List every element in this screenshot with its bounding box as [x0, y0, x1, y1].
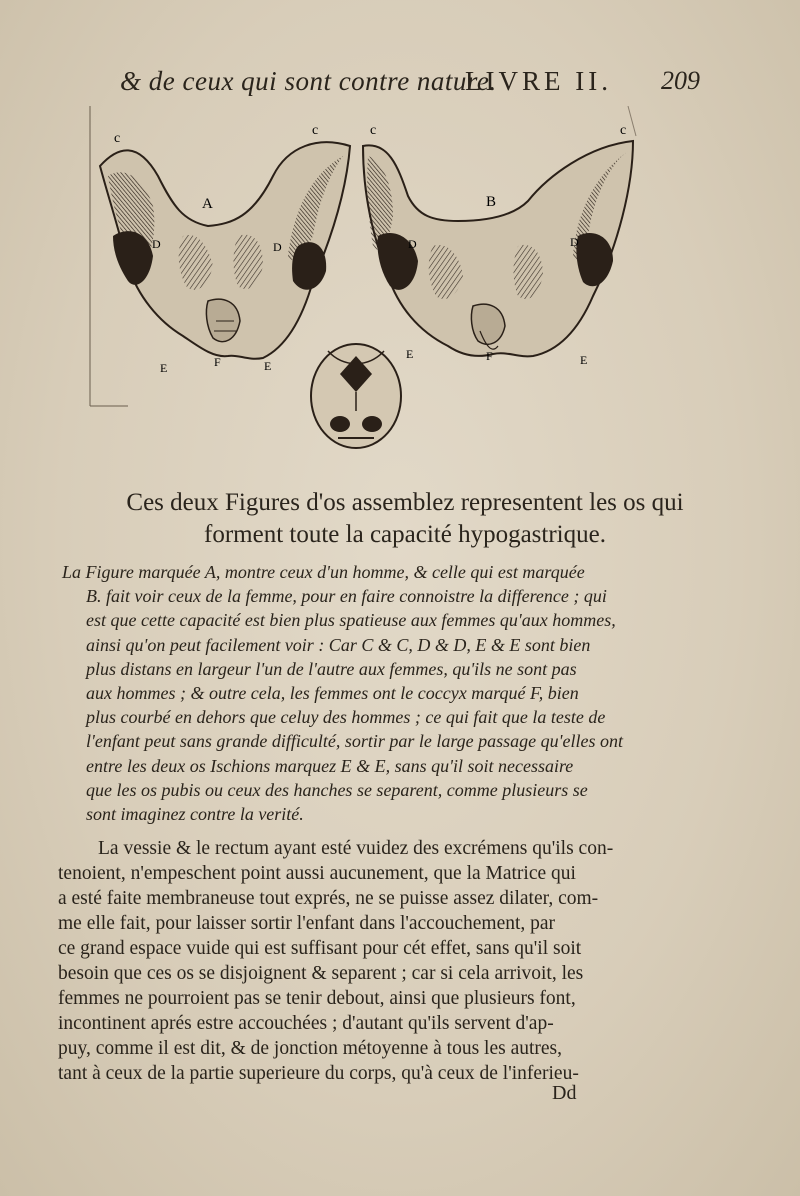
label-e: E — [406, 347, 414, 361]
text-line: ainsi qu'on peut facilement voir : Car C & C, D & D, E & E sont bien — [86, 634, 591, 655]
label-a: A — [202, 196, 213, 212]
plate-caption-line: forment toute la capacité hypogastrique. — [204, 521, 606, 548]
pelvis-engraving — [88, 106, 640, 456]
label-f: F — [214, 355, 221, 369]
label-e: E — [160, 361, 168, 375]
text-line: incontinent aprés estre accouchées ; d'autant qu'ils servent d'ap- — [58, 1013, 554, 1034]
text-line: que les os pubis ou ceux des hanches se separent, comme plusieurs se — [86, 779, 588, 800]
text-line: femmes ne pourroient pas se tenir debout, ainsi que plusieurs font, — [58, 988, 576, 1009]
text-line: B. fait voir ceux de la femme, pour en faire connoistre la difference ; qui — [86, 586, 607, 607]
label-d: D — [570, 235, 579, 249]
text-line: me elle fait, pour laisser sortir l'enfant dans l'accouchement, par — [58, 913, 556, 934]
text-line: La vessie & le rectum ayant esté vuidez des excrémens qu'ils con- — [98, 838, 614, 859]
text-line: tenoient, n'empeschent point aussi aucunement, que la Matrice qui — [58, 863, 576, 884]
text-line: ce grand espace vuide qui est suffisant pour cét effet, sans qu'il soit — [58, 938, 582, 959]
label-c: c — [620, 123, 627, 138]
page-number: 209 — [661, 66, 700, 95]
text-line: aux hommes ; & outre cela, les femmes ont le coccyx marqué F, bien — [86, 682, 579, 703]
label-c: c — [370, 123, 377, 138]
label-c: c — [312, 123, 319, 138]
label-b: B — [486, 194, 497, 210]
running-header — [120, 66, 700, 102]
text-line: plus courbé en dehors que celuy des hommes ; ce qui fait que la teste de — [86, 707, 606, 728]
running-title: & de ceux qui sont contre nature. — [120, 66, 497, 96]
book-number: LIVRE II. — [465, 66, 612, 96]
text-line: plus distans en largeur l'un de l'autre aux femmes, qu'ils ne sont pas — [86, 658, 577, 679]
text-line: La Figure marquée A, montre ceux d'un homme, & celle qui est marquée — [62, 562, 585, 582]
label-f: F — [486, 349, 493, 363]
text-line: besoin que ces os se disjoignent & separent ; car si cela arrivoit, les — [58, 963, 584, 984]
signature-mark: Dd — [552, 1082, 577, 1104]
fetal-skull — [311, 344, 401, 448]
label-d: D — [152, 237, 161, 251]
pelvis-a — [100, 142, 350, 359]
label-e: E — [264, 359, 272, 373]
text-line: est que cette capacité est bien plus spatieuse aux femmes qu'aux hommes, — [86, 610, 616, 631]
figure-explanation — [62, 560, 690, 826]
pelvis-b — [363, 141, 633, 356]
text-line: entre les deux os Ischions marquez E & E, sans qu'il soit necessaire — [86, 755, 574, 776]
label-d: D — [408, 237, 417, 251]
text-line: sont imaginez contre la verité. — [86, 803, 304, 824]
label-c: c — [114, 131, 121, 146]
plate-caption-line: Ces deux Figures d'os assemblez representent les os qui — [126, 489, 684, 516]
text-line: l'enfant peut sans grande difficulté, sortir par le large passage qu'elles ont — [86, 731, 623, 752]
engraving-plate — [88, 106, 640, 456]
text-line: a esté faite membraneuse tout exprés, ne se puisse assez dilater, com- — [58, 888, 599, 909]
text-line: puy, comme il est dit, & de jonction métoyenne à tous les autres, — [58, 1038, 563, 1059]
label-e: E — [580, 353, 588, 367]
body-paragraph — [58, 836, 698, 1086]
text-line: tant à ceux de la partie superieure du corps, qu'à ceux de l'inferieu- — [58, 1063, 579, 1084]
label-d: D — [273, 240, 282, 254]
